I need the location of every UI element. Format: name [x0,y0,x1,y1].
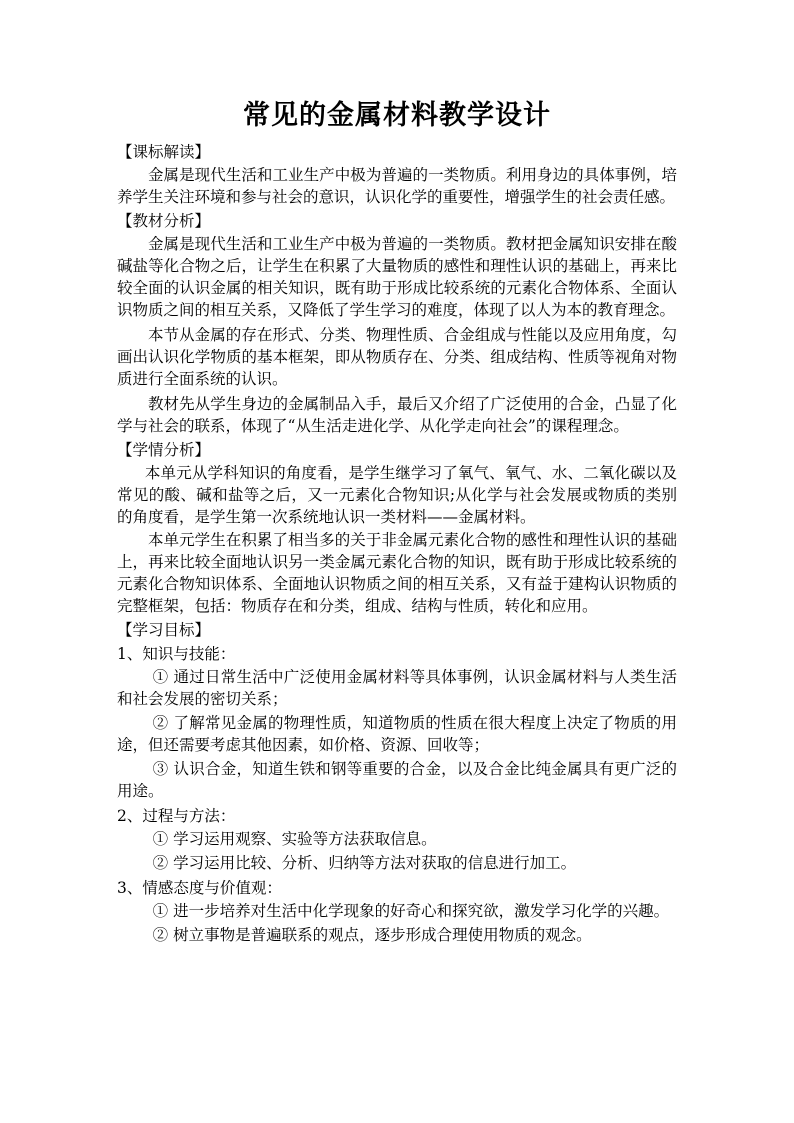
goal-group-process-label: 2、过程与方法： [117,807,236,825]
students-paragraph-2: 本单元学生在积累了相当多的关于非金属元素化合物的感性和理性认识的基础上，再来比较全面地认识另一类金属元素化合物的知识，既有助于形成比较系统的元素化合物知识体系、全面地认识物质之间的相互关系，又有益于建构认识物质的完整框架，包括：物质存在和分类，组成、结构与性质，转化和应用。 [117,531,677,615]
goal-group-attitude-label: 3、情感态度与价值观： [117,879,282,897]
section-textbook [117,209,677,437]
goal-knowledge-item-3: ③ 认识合金，知道生铁和钢等重要的合金，以及合金比纯金属具有更广泛的用途。 [117,760,677,800]
goal-process-item-1: ① 学习运用观察、实验等方法获取信息。 [152,830,437,848]
goal-knowledge-item-1: ① 通过日常生活中广泛使用金属材料等具体事例，认识金属材料与人类生活和社会发展的密切关系； [117,668,677,708]
goal-attitude-item-2: ② 树立事物是普遍联系的观点，逐步形成合理使用物质的观念。 [152,926,592,944]
section-heading-goals: 【学习目标】 [117,621,211,639]
section-heading-students: 【学情分析】 [117,441,211,459]
textbook-paragraph-2: 本节从金属的存在形式、分类、物理性质、合金组成与性能以及应用角度，勾画出认识化学物质的基本框架，即从物质存在、分类、组成结构、性质等视角对物质进行全面系统的认识。 [117,326,677,388]
goal-attitude-item-1: ① 进一步培养对生活中化学现象的好奇心和探究欲，激发学习化学的兴趣。 [152,902,670,920]
section-students [117,438,677,617]
section-heading-textbook: 【教材分析】 [117,212,211,230]
students-paragraph-1: 本单元从学科知识的角度看，是学生继学习了氧气、氧气、水、二氧化碳以及常见的酸、碱和盐等之后，又一元素化合物知识;从化学与社会发展或物质的类别的角度看，是学生第一次系统地认识一类材料——金属材料。 [117,464,677,526]
goal-knowledge-item-2: ② 了解常见金属的物理性质，知道物质的性质在很大程度上决定了物质的用途，但还需要考虑其他因素，如价格、资源、回收等； [117,714,677,754]
section-goals [117,618,677,946]
goal-group-knowledge-label: 1、知识与技能： [117,645,236,663]
curriculum-paragraph-1: 金属是现代生活和工业生产中极为普遍的一类物质。利用身边的具体事例，培养学生关注环境和参与社会的意识，认识化学的重要性，增强学生的社会责任感。 [117,166,677,206]
document-page [117,96,677,948]
textbook-paragraph-3: 教材先从学生身边的金属制品入手，最后又介绍了广泛使用的合金，凸显了化学与社会的联系，体现了“从生活走进化学、从化学走向社会”的课程理念。 [117,395,677,435]
goal-process-item-2: ② 学习运用比较、分析、归纳等方法对获取的信息进行加工。 [152,854,577,872]
section-curriculum [117,140,677,208]
textbook-paragraph-1: 金属是现代生活和工业生产中极为普遍的一类物质。教材把金属知识安排在酸碱盐等化合物之后，让学生在积累了大量物质的感性和理性认识的基础上，再来比较全面的认识金属的相关知识，既有助于形成比较系统的元素化合物体系、全面认识物质之间的相互关系，又降低了学生学习的难度，体现了以人为本的教育理念。 [117,235,677,319]
document-title: 常见的金属材料教学设计 [243,100,551,131]
section-heading-curriculum: 【课标解读】 [117,143,211,161]
